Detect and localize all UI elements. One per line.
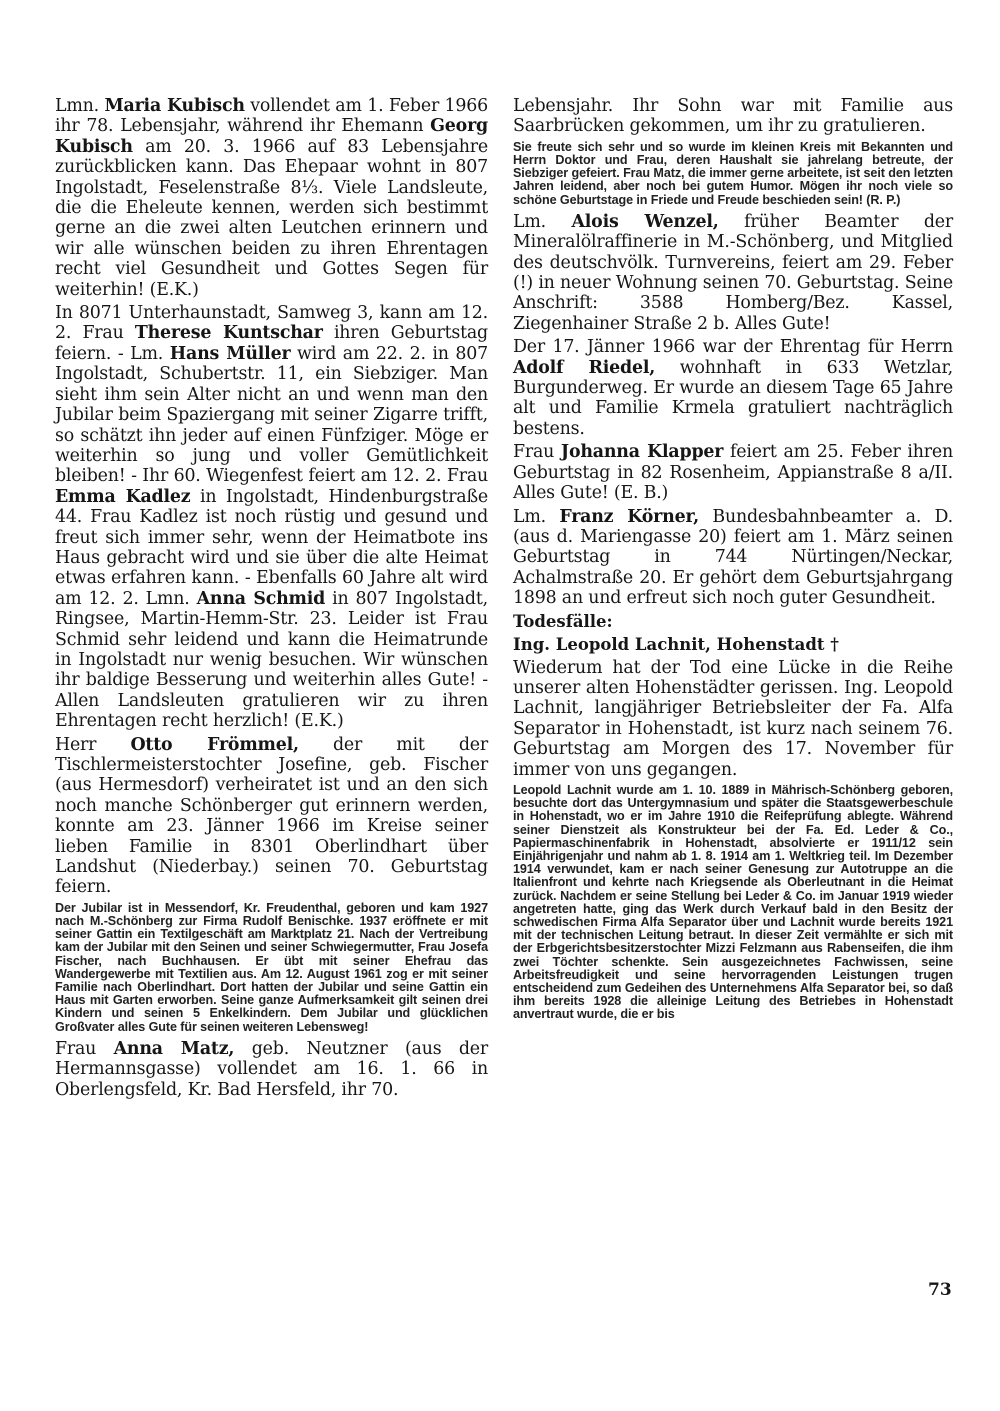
text-run: Herr — [55, 734, 131, 755]
left-column — [55, 96, 488, 1103]
section-heading — [513, 612, 953, 632]
text-run: Lmn. — [55, 96, 105, 116]
small-print-paragraph — [55, 902, 488, 1034]
text-run: Wiederum hat der Tod eine Lücke in die Reihe unserer alten Hohenstädter gerissen. Ing. Leopold Lachnit, langjähriger Betriebsleiter der Fa. Alfa Separator in Hohenstadt, ist kurz nach seinem 76. Geburtstag am Morgen des 17. November für immer von uns gegangen. — [513, 657, 953, 780]
text-run: früher Beamter der Mineralölraffinerie in M.-Schönberg, und Mitglied des deutschvölk. Turnvereins, feiert am 29. Feber (!) in neuer Wohnung seinen 70. Geburtstag. Seine Anschrift: 3588 Homberg/Bez. Kassel, Ziegenhainer Straße 2 b. Alles Gute! — [513, 211, 953, 334]
text-run: vollendet am 1. Feber 1966 ihr 78. Lebensjahr, während ihr Ehemann — [55, 96, 488, 137]
page-number: 73 — [928, 1280, 952, 1300]
text-run: Lebensjahr. Ihr Sohn war mit Familie aus Saarbrücken gekommen, um ihr zu gratulieren. — [513, 96, 953, 137]
text-run: in 807 Ingolstadt, Ringsee, Martin-Hemm-Str. 23. Leider ist Frau Schmid sehr leidend und kann die Heimatrunde in Ingolstadt nur wenig besuchen. Wir wünschen ihr baldige Besserung und weiterhin alles Gute! - Allen Landsleuten gratulieren wir zu ihren Ehrentagen recht herzlich! (E.K.) — [55, 588, 488, 732]
text-run: Der 17. Jänner 1966 war der Ehrentag für Herrn — [513, 337, 953, 358]
bold-name: Anna Schmid — [196, 588, 326, 609]
article-paragraph — [513, 658, 953, 780]
text-run: der mit der Tischlermeisterstochter Josefine, geb. Fischer (aus Hermesdorf) verheiratet ist und an den sich noch manche Schönberger gut erinnern werden, konnte am 23. Jänner 1966 im Kreise seiner lieben Familie in 8301 Oberlindhart über Landshut (Niederbay.) seinen 70. Geburtstag feiern. — [55, 734, 488, 898]
bold-name: Ing. Leopold Lachnit, Hohenstadt † — [513, 634, 839, 654]
text-run: wird am 22. 2. in 807 Ingolstadt, Schubertstr. 11, ein Siebziger. Man sieht ihm sein Alter nicht an und wenn man den Jubilar beim Spaziergang mit seiner Zigarre trifft, so schätzt ihn jeder auf einen Fünfziger. Möge er weiterhin so jung und voller Gemütlichkeit bleiben! - Ihr 60. Wiegenfest feiert am 12. 2. Frau — [55, 343, 488, 487]
bold-name: Johanna Klapper — [560, 442, 724, 463]
small-print-paragraph — [513, 141, 953, 207]
text-run: feiert am 25. Feber ihren Geburtstag in 82 Rosenheim, Appianstraße 8 a/II. Alles Gute! (E. B.) — [513, 442, 953, 504]
text-run: geb. Neutzner (aus der Hermannsgasse) vollendet am 16. 1. 66 in Oberlengsfeld, Kr. Bad Hersfeld, ihr 70. — [55, 1038, 489, 1100]
right-column — [513, 96, 953, 1027]
text-run: Frau — [55, 1038, 114, 1059]
text-run: Frau — [513, 442, 561, 463]
bold-name: Hans Müller — [169, 343, 291, 364]
article-paragraph — [55, 1039, 488, 1100]
article-paragraph — [513, 507, 953, 609]
text-run: Bundesbahnbeamter a. D. (aus d. Mariengasse 20) feiert am 1. März seinen Geburtstag in 744 Nürtingen/Neckar, Achalmstraße 20. Er gehört dem Geburtsjahrgang 1898 an und erfreut sich noch guter Gesundheit. — [513, 506, 954, 609]
text-run: Lm. — [513, 211, 572, 232]
bold-name: Anna Matz, — [113, 1038, 235, 1059]
text-run: Sie freute sich sehr und so wurde im kleinen Kreis mit Bekannten und Herrn Doktor und Frau, deren Haushalt sie jahrelang betreute, der Siebziger gefeiert. Frau Matz, die immer gerne arbeitete, ist seit den letzten Jahren leidend, aber noch bei gutem Humor. Mögen ihr noch viele so schöne Geburtstage in Friede und Freude beschieden sein! (R. P.) — [513, 139, 953, 207]
bold-name: Adolf Riedel, — [513, 357, 656, 378]
article-paragraph — [55, 96, 488, 300]
article-paragraph — [55, 735, 488, 898]
text-run: in Ingolstadt, Hindenburgstraße 44. Frau Kadlez ist noch rüstig und gesund und freut sich immer sehr, wenn der Heimatbote ins Haus gebracht wird und sie über die alte Heimat etwas erfahren kann. - Ebenfalls 60 Jahre alt wird am 12. 2. Lmn. — [55, 486, 488, 609]
article-paragraph — [55, 303, 488, 732]
small-print-paragraph — [513, 784, 953, 1022]
text-run: In 8071 Unterhaunstadt, Samweg 3, kann am 12. 2. Frau — [55, 303, 488, 344]
bold-name: Todesfälle: — [513, 611, 613, 631]
text-run: Lm. — [513, 506, 560, 527]
section-heading — [513, 635, 953, 655]
bold-name: Emma Kadlez — [55, 486, 191, 507]
text-run: wohnhaft in 633 Wetzlar, Burgunderweg. Er wurde an diesem Tage 65 Jahre alt und Familie Krmela gratuliert nachträglich bestens. — [513, 357, 953, 439]
article-paragraph — [513, 442, 953, 503]
bold-name: Otto Frömmel, — [130, 734, 299, 755]
bold-name: Georg Kubisch — [55, 116, 488, 157]
text-run: Der Jubilar ist in Messendorf, Kr. Freudenthal, geboren und kam 1927 nach M.-Schönberg zur Firma Rudolf Benischke. 1937 eröffnete er mit seiner Gattin ein Textilgeschäft am Marktplatz 21. Nach der Vertreibung kam der Jubilar mit den Seinen und seiner Schwiegermutter, Frau Josefa Fischer, nach Buchhausen. Er übt mit seiner Ehefrau das Wandergewerbe mit Textilien aus. Am 12. August 1961 zog er mit seiner Familie nach Oberlindhart. Dort hatten der Jubilar und seine Gattin ein Haus mit Garten erworben. Seine ganze Aufmerksamkeit gilt seinen drei Kindern und seinen 5 Enkelkindern. Dem Jubilar und glücklichen Großvater alles Gute für seinen weiteren Lebensweg! — [55, 900, 488, 1034]
bold-name: Franz Körner, — [559, 506, 700, 527]
text-run: am 20. 3. 1966 auf 83 Lebensjahre zurückblicken kann. Das Ehepaar wohnt in 807 Ingolstadt, Feselenstraße 8⅓. Viele Landsleute, die die Eheleute kennen, werden sich bestimmt gerne an die zwei alten Leutchen erinnern und wir alle wünschen beiden zu ihren Ehrentagen recht viel Gesundheit und Gottes Segen für weiterhin! (E.K.) — [55, 136, 488, 300]
article-paragraph — [513, 96, 953, 137]
article-paragraph — [513, 212, 953, 334]
article-paragraph — [513, 337, 953, 439]
text-run: ihren Geburtstag feiern. - Lm. — [55, 323, 488, 364]
bold-name: Therese Kuntschar — [134, 323, 323, 344]
bold-name: Maria Kubisch — [104, 96, 245, 116]
text-run: Leopold Lachnit wurde am 1. 10. 1889 in Mährisch-Schönberg geboren, besuchte dort das Untergymnasium und später die Staatsgewerbeschule in Hohenstadt, wo er im Jahre 1910 die Reifeprüfung ablegte. Während seiner Dienstzeit als Konstrukteur bei der Fa. Ed. Leder & Co., Papiermaschinenfabrik in Hohenstadt, absolvierte er 1911/12 sein Einjährigenjahr und nahm ab 1. 8. 1914 am 1. Weltkrieg teil. Im Dezember 1914 verwundet, kam er nach seiner Genesung zur Autotruppe an die Italienfront und kehrte nach Kriegsende als Oberleutnant in die Heimat zurück. Nachdem er seine Stellung bei Leder & Co. im Januar 1919 wieder angetreten hatte, ging das Werk durch Verkauf bald in den Besitz der schwedischen Firma Alfa Separator über und Lachnit wurde bereits 1921 mit der technischen Leitung betraut. In dieser Zeit vermählte er sich mit der Erbgerichtsbesitzerstochter Mizzi Felzmann aus Rabenseifen, die ihm zwei Töchter schenkte. Sein ausgezeichnetes Fachwissen, seine Arbeitsfreudigkeit und seine hervorragenden Leistungen trugen entscheidend zum Gedeihen des Unternehmens Alfa Separator bei, so daß ihm bereits 1928 die alleinige Leitung des Betriebes in Hohenstadt anvertraut wurde, die er bis — [513, 782, 953, 1022]
bold-name: Alois Wenzel, — [571, 211, 719, 232]
